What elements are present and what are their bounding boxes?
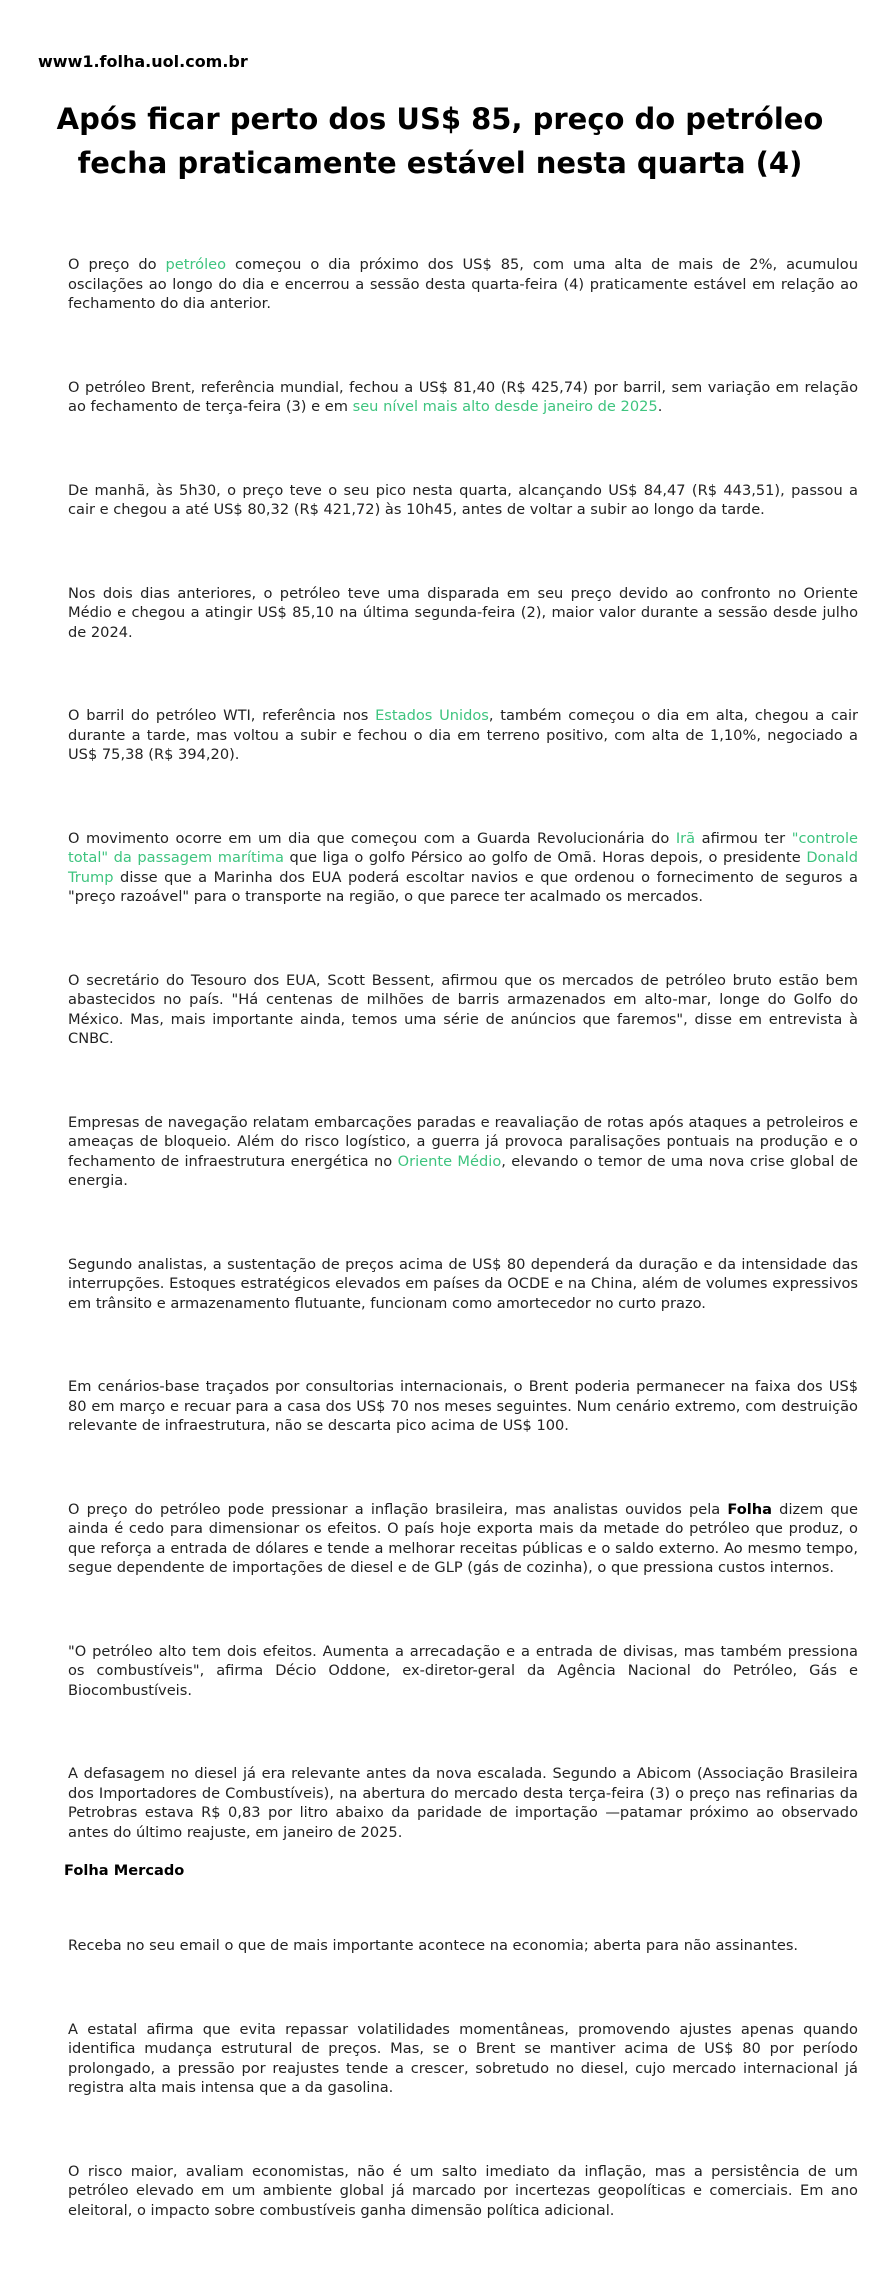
- link-ira[interactable]: Irã: [675, 829, 696, 847]
- article-paragraph: A defasagem no diesel já era relevante antes da nova escalada. Segundo a Abicom (Associação Brasileira dos Importadores de Combustíveis), na abertura do mercado desta terça-feira (3) o preço nas refinarias da Petrobras estava R$ 0,83 por litro abaixo da paridade de importação —patamar próximo ao observado antes do último reajuste, em janeiro de 2025.: [68, 1765, 858, 1841]
- article-paragraph: Nos dois dias anteriores, o petróleo teve uma disparada em seu preço devido ao confronto no Oriente Médio e chegou a atingir US$ 85,10 na última segunda-feira (2), maior valor durante a sessão desde julho de 2024.: [68, 584, 858, 641]
- newsletter-description: Receba no seu email o que de mais importante acontece na economia; aberta para não assinantes.: [68, 1937, 799, 1954]
- article-paragraph: O barril do petróleo WTI, referência nos Estados Unidos, também começou o dia em alta, chegou a cair durante a tarde, mas voltou a subir e fechou o dia em terreno positivo, com alta de 1,10%, negociado a US$ 75,38 (R$ 394,20).: [68, 707, 858, 763]
- link-donald-trump[interactable]: Donald Trump: [68, 849, 858, 886]
- article-paragraph: O preço do petróleo pode pressionar a inflação brasileira, mas analistas ouvidos pela Folha dizem que ainda é cedo para dimensionar os efeitos. O país hoje exporta mais da metade do petróleo que produz, o que reforça a entrada de dólares e tende a melhorar receitas públicas e o saldo externo. Ao mesmo tempo, segue dependente de importações de diesel e de GLP (gás de cozinha), o que pressiona custos internos.: [68, 1500, 858, 1576]
- article-paragraph: A estatal afirma que evita repassar volatilidades momentâneas, promovendo ajustes apenas quando identifica mudança estrutural de preços. Mas, se o Brent se mantiver acima de US$ 80 por período prolongado, a pressão por reajustes tende a crescer, sobretudo no diesel, cujo mercado internacional já registra alta mais intensa que a da gasolina.: [68, 2020, 858, 2096]
- article-paragraph: Segundo analistas, a sustentação de preços acima de US$ 80 dependerá da duração e da intensidade das interrupções. Estoques estratégicos elevados em países da OCDE e na China, além de volumes expressivos em trânsito e armazenamento flutuante, funcionam como amortecedor no curto prazo.: [68, 1255, 858, 1312]
- link-oriente-medio[interactable]: Oriente Médio: [397, 1152, 502, 1170]
- article-paragraph: Em cenários-base traçados por consultorias internacionais, o Brent poderia permanecer na faixa dos US$ 80 em março e recuar para a casa dos US$ 70 nos meses seguintes. Num cenário extremo, com destruição relevante de infraestrutura, não se descarta pico acima de US$ 100.: [68, 1378, 858, 1434]
- link-estados-unidos[interactable]: Estados Unidos: [375, 707, 489, 724]
- article-paragraph: O risco maior, avaliam economistas, não é um salto imediato da inflação, mas a persistência de um petróleo elevado em um ambiente global já marcado por incertezas geopolíticas e comerciais. Em ano eleitoral, o impacto sobre combustíveis ganha dimensão política adicional.: [68, 2162, 858, 2219]
- article-body: [64, 255, 859, 2284]
- link-petroleo[interactable]: petróleo: [165, 256, 227, 273]
- link-controle-total[interactable]: "controle total" da passagem marítima: [68, 829, 859, 866]
- article-paragraph: O secretário do Tesouro dos EUA, Scott Bessent, afirmou que os mercados de petróleo bruto estão bem abastecidos no país. "Há centenas de milhões de barris armazenados em alto-mar, longe do Golfo do México. Mas, mais importante ainda, temos uma série de anúncios que faremos", disse em entrevista à CNBC.: [68, 971, 858, 1047]
- article-paragraph: O preço do petróleo começou o dia próximo dos US$ 85, com uma alta de mais de 2%, acumulou oscilações ao longo do dia e encerrou a sessão desta quarta-feira (4) praticamente estável em relação ao fechamento do dia anterior.: [68, 256, 858, 312]
- article-paragraph: "O petróleo alto tem dois efeitos. Aumenta a arrecadação e a entrada de divisas, mas também pressiona os combustíveis", afirma Décio Oddone, ex-diretor-geral da Agência Nacional do Petróleo, Gás e Biocombustíveis.: [68, 1642, 858, 1699]
- link-nivel-mais-alto[interactable]: seu nível mais alto desde janeiro de 2025: [352, 398, 658, 415]
- article-paragraph: Empresas de navegação relatam embarcações paradas e reavaliação de rotas após ataques a petroleiros e ameaças de bloqueio. Além do risco logístico, a guerra já provoca paralisações pontuais na produção e o fechamento de infraestrutura energética no Oriente Médio, elevando o temor de uma nova crise global de energia.: [68, 1113, 859, 1189]
- article-paragraph: De manhã, às 5h30, o preço teve o seu pico nesta quarta, alcançando US$ 84,47 (R$ 443,51), passou a cair e chegou a até US$ 80,32 (R$ 421,72) às 10h45, antes de voltar a subir ao longo da tarde.: [68, 481, 858, 518]
- article-paragraph: O movimento ocorre em um dia que começou com a Guarda Revolucionária do Irã afirmou ter "controle total" da passagem marítima que liga o golfo Pérsico ao golfo de Omã. Horas depois, o presidente Donald Trump disse que a Marinha dos EUA poderá escoltar navios e que ordenou o fornecimento de seguros a "preço razoável" para o transporte na região, o que parece ter acalmado os mercados.: [68, 829, 859, 905]
- article-paragraph: O petróleo Brent, referência mundial, fechou a US$ 81,40 (R$ 425,74) por barril, sem variação em relação ao fechamento de terça-feira (3) e em seu nível mais alto desde janeiro de 2025.: [68, 378, 858, 415]
- folha-brand: Folha: [727, 1500, 773, 1518]
- article-headline: Após ficar perto dos US$ 85, preço do petróleo fecha praticamente estável nesta quarta (4): [56, 102, 824, 180]
- newsletter-section-label: Folha Mercado: [64, 1862, 185, 1879]
- source-domain: www1.folha.uol.com.br: [38, 52, 248, 71]
